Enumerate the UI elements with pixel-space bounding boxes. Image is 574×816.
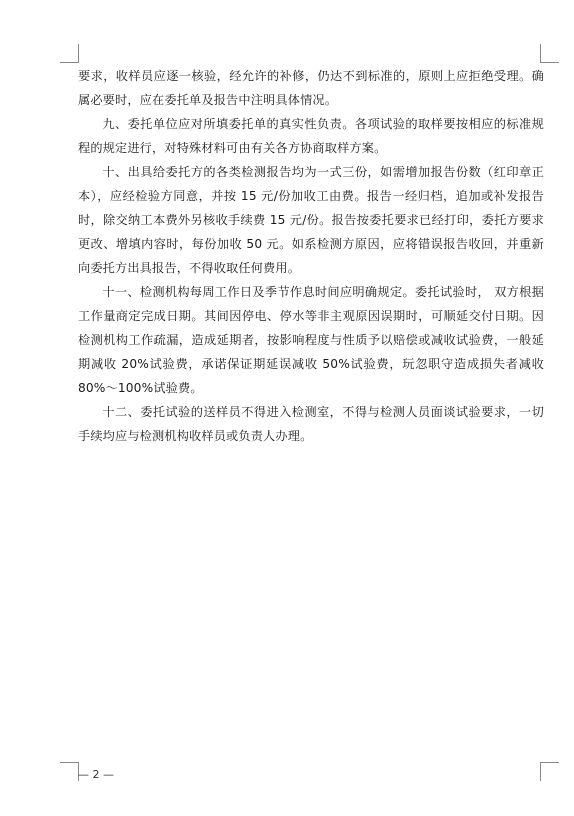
- paragraph-item-10: 十、出具给委托方的各类检测报告均为一式三份，如需增加报告份数（红印章正本），应经检验方同意，并按 15 元/份加收工由费。报告一经归档，追加或补发报告时，除交纳工本费外另核收手续费 15 元/份。报告按委托要求已经打印，委托方要求更改、增填内容时，每份加收 50 元。如系检测方原因，应将错误报告收回，并重新向委托方出具报告，不得收取任何费用。: [78, 165, 544, 275]
- page-number: — 2 —: [78, 768, 114, 781]
- paragraph-item-9: 九、委托单位应对所填委托单的真实性负责。各项试验的取样要按相应的标准规程的规定进行，对特殊材料可由有关各方协商取样方案。: [78, 117, 544, 155]
- crop-mark-top-left: [60, 44, 79, 63]
- crop-mark-top-right: [540, 44, 559, 63]
- paragraph-continuation: 要求，收样员应逐一核验，经允许的补修，仍达不到标准的，原则上应拒绝受理。确属必要时，应在委托单及报告中注明具体情况。: [78, 69, 544, 107]
- paragraph-item-11: 十一、检测机构每周工作日及季节作息时间应明确规定。委托试验时， 双方根据工作量商定完成日期。其间因停电、停水等非主观原因误期时，可顺延交付日期。因检测机构工作疏漏，造成延期者，按影响程度与性质予以赔偿或减收试验费，一般延期减收 20%试验费，承诺保证期延误减收 50%试验费，玩忽职守造成损失者减收 80%～100%试验费。: [78, 285, 544, 395]
- crop-mark-bottom-left: [60, 762, 79, 781]
- paragraph-item-12: 十二、委托试验的送样员不得进入检测室，不得与检测人员面谈试验要求，一切手续均应与检测机构收样员或负责人办理。: [78, 405, 544, 443]
- crop-mark-bottom-right: [540, 762, 559, 781]
- document-body: [78, 64, 544, 448]
